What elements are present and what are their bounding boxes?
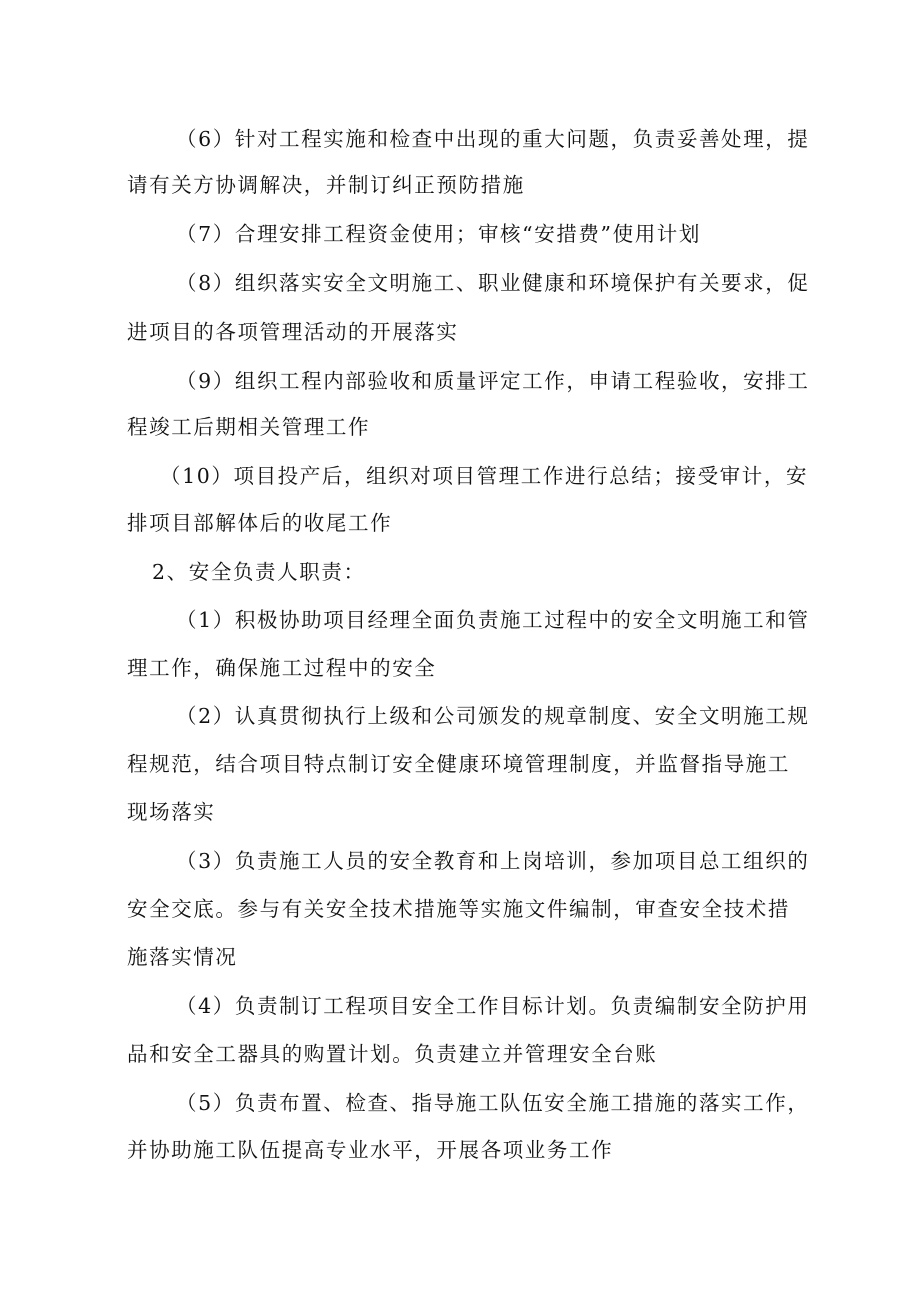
text-line: 请有关方协调解决，并制订纠正预防措施 — [127, 173, 525, 197]
text-line: （7）合理安排工程资金使用；审核“安措费”使用计划 — [176, 222, 702, 246]
text-line: （2）认真贯彻执行上级和公司颁发的规章制度、安全文明施工规 — [176, 704, 810, 728]
text-line: 施落实情况 — [127, 945, 238, 969]
text-line: 程竣工后期相关管理工作 — [127, 415, 371, 439]
text-line: （6）针对工程实施和检查中出现的重大问题，负责妥善处理，提 — [176, 127, 810, 151]
text-line: 进项目的各项管理活动的开展落实 — [127, 320, 459, 344]
text-line: （3）负责施工人员的安全教育和上岗培训，参加项目总工组织的 — [176, 849, 810, 873]
text-line: 现场落实 — [127, 800, 216, 824]
text-line: 排项目部解体后的收尾工作 — [127, 511, 393, 535]
text-line: 品和安全工器具的购置计划。负责建立并管理安全台账 — [127, 1042, 658, 1066]
text-line: 并协助施工队伍提高专业水平，开展各项业务工作 — [127, 1138, 614, 1162]
section-heading: 2、安全负责人职责： — [152, 560, 366, 584]
text-line: （1）积极协助项目经理全面负责施工过程中的安全文明施工和管 — [176, 608, 810, 632]
text-line: 理工作，确保施工过程中的安全 — [127, 656, 437, 680]
text-line: （9）组织工程内部验收和质量评定工作，申请工程验收，安排工 — [176, 369, 810, 393]
text-line: 安全交底。参与有关安全技术措施等实施文件编制，审查安全技术措 — [127, 897, 790, 921]
text-line: （5）负责布置、检查、指导施工队伍安全施工措施的落实工作， — [176, 1091, 810, 1115]
text-line: （10）项目投产后，组织对项目管理工作进行总结；接受审计，安 — [160, 464, 809, 488]
text-line: 程规范，结合项目特点制订安全健康环境管理制度，并监督指导施工 — [127, 752, 790, 776]
text-line: （4）负责制订工程项目安全工作目标计划。负责编制安全防护用 — [176, 994, 810, 1018]
text-line: （8）组织落实安全文明施工、职业健康和环境保护有关要求，促 — [176, 271, 810, 295]
